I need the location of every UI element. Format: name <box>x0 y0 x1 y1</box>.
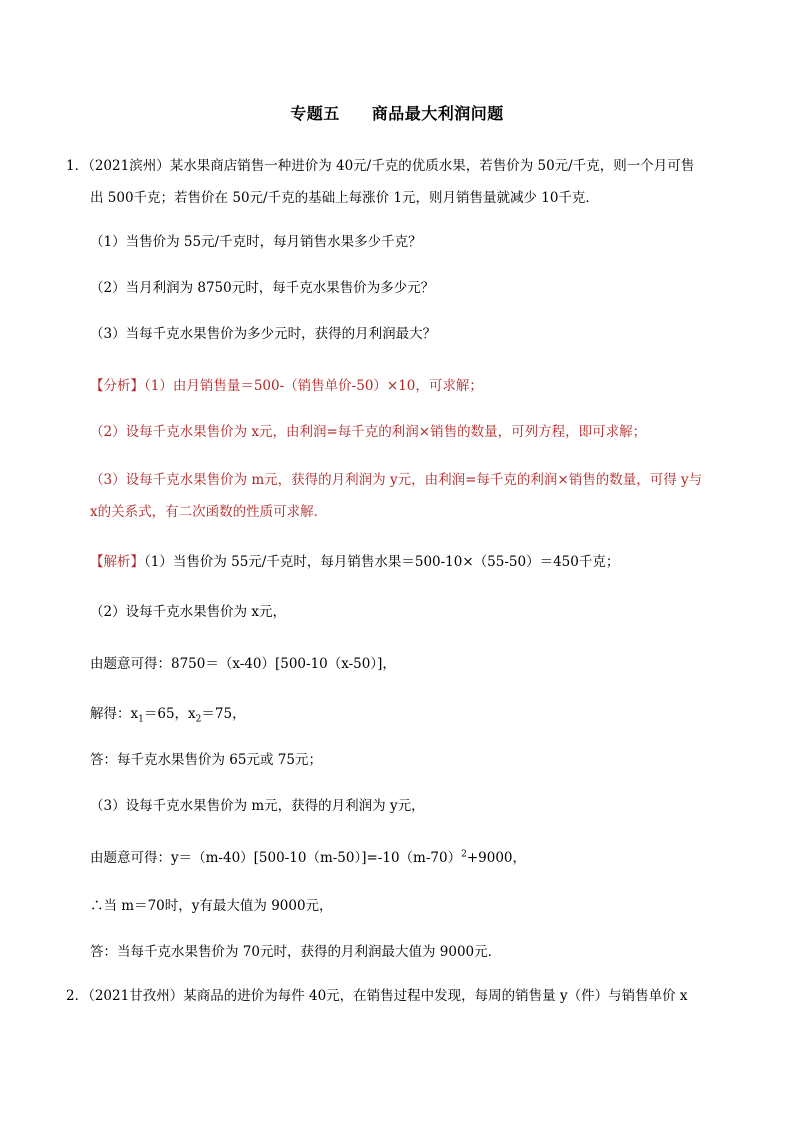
question-2-line-1: 2．（2021甘孜州）某商品的进价为每件 40元，在销售过程中发现，每周的销售量 y（件）与销售单价 x <box>66 988 688 1004</box>
solution-roots-prefix: 解得：x <box>90 706 139 722</box>
superscript-2: 2 <box>461 849 467 860</box>
subscript-1: 1 <box>138 714 144 725</box>
analysis-line-3: （3）设每千克水果售价为 m元，获得的月利润为 y元，由利润=每千克的利润×销售的数量，可得 y与 <box>90 472 703 488</box>
solution-line-8: ∴当 m＝70时，y有最大值为 9000元， <box>90 898 333 914</box>
subscript-2: 2 <box>195 714 202 725</box>
question-1-part-3: （3）当每千克水果售价为多少元时，获得的月利润最大？ <box>90 326 437 342</box>
solution-equation-tail: +9000， <box>466 850 526 866</box>
question-1-part-1: （1）当售价为 55元/千克时，每月销售水果多少千克？ <box>90 234 422 250</box>
page-title <box>0 104 794 124</box>
solution-roots-mid: ＝65，x <box>143 706 196 722</box>
solution-line-2: （2）设每千克水果售价为 x元， <box>90 604 286 620</box>
solution-equation: 由题意可得：y＝（m-40）[500-10（m-50）]=-10（m-70） <box>90 850 462 866</box>
title-topic-number: 专题五 <box>290 104 340 123</box>
title-topic-name: 商品最大利润问题 <box>371 104 504 123</box>
analysis-text-1: （1）由月销售量＝500-（销售单价-50）×10，可求解； <box>144 378 483 394</box>
solution-line-5: 答：每千克水果售价为 65元或 75元； <box>90 752 322 768</box>
question-1-part-2: （2）当月利润为 8750元时，每千克水果售价为多少元？ <box>90 280 435 296</box>
solution-line-1 <box>90 552 619 572</box>
question-1-line-2: 出 500千克；若售价在 50元/千克的基础上每涨价 1元，则月销售量就减少 10千克． <box>90 190 599 206</box>
solution-text-1: （1）当售价为 55元/千克时，每月销售水果＝500-10×（55-50）＝450千克； <box>144 554 620 570</box>
solution-line-4 <box>90 704 246 724</box>
question-1-line-1: 1．（2021滨州）某水果商店销售一种进价为 40元/千克的优质水果，若售价为 50元/千克，则一个月可售 <box>66 158 695 174</box>
solution-line-3: 由题意可得：8750＝（x-40）[500-10（x-50）]， <box>90 656 396 672</box>
solution-roots-suffix: ＝75， <box>201 706 246 722</box>
analysis-line-4: x的关系式，有二次函数的性质可求解． <box>90 504 328 520</box>
analysis-line-1 <box>90 376 483 396</box>
solution-line-9: 答：当每千克水果售价为 70元时，获得的月利润最大值为 9000元． <box>90 944 502 960</box>
solution-tag: 【解析】 <box>90 554 144 570</box>
analysis-tag: 【分析】 <box>90 378 144 394</box>
analysis-line-2: （2）设每千克水果售价为 x元，由利润=每千克的利润×销售的数量，可列方程，即可求解； <box>90 424 647 440</box>
solution-line-7 <box>90 848 526 868</box>
solution-line-6: （3）设每千克水果售价为 m元，获得的月利润为 y元， <box>90 798 425 814</box>
